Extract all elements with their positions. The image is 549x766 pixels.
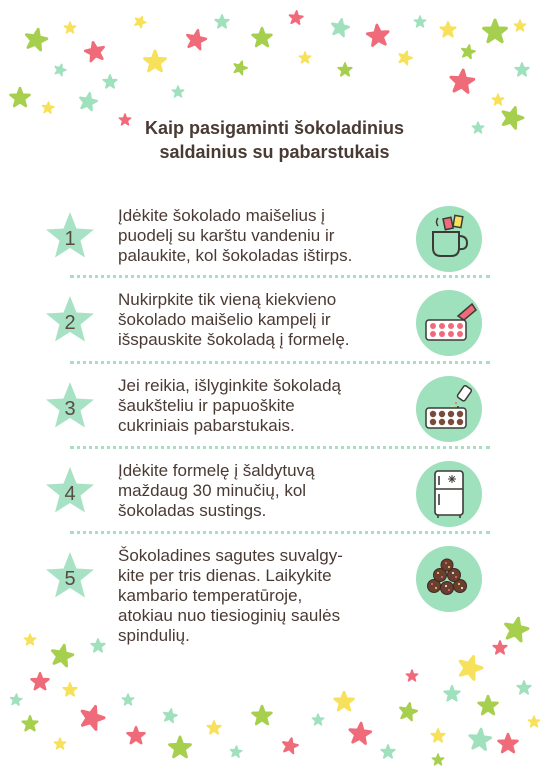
step-text (118, 376, 416, 436)
star-decoration (64, 22, 75, 33)
star-decoration (82, 707, 104, 730)
star-decoration (80, 93, 97, 110)
step-number-star (44, 380, 96, 432)
step-number-star (44, 210, 96, 262)
star-decoration (367, 25, 388, 45)
star-decoration (414, 16, 425, 27)
star-decoration (514, 20, 525, 31)
star-decoration (145, 51, 166, 71)
star-decoration (528, 716, 539, 727)
star-decoration (338, 63, 351, 76)
star-decoration (517, 681, 530, 694)
title-line-1: Kaip pasigaminti šokoladinius (144, 118, 405, 138)
step-line: palaukite, kol šokoladas ištirps. (118, 246, 353, 265)
star-decoration (283, 738, 298, 753)
star-decoration (299, 52, 310, 63)
step-line: Įdėkite šokolado maišelius į (118, 206, 325, 225)
star-decoration (172, 86, 183, 97)
step-1 (44, 206, 504, 286)
star-decoration (85, 42, 104, 61)
star-decoration (444, 686, 459, 701)
star-decoration (506, 618, 528, 641)
star-decoration (207, 721, 220, 734)
fridge-icon (416, 461, 482, 527)
step-line: spindulių. (118, 626, 190, 645)
star-decoration (499, 734, 518, 752)
star-decoration (253, 706, 272, 724)
star-decoration (515, 63, 528, 76)
star-decoration (440, 22, 455, 37)
step-number: 4 (64, 483, 76, 505)
star-decoration (22, 716, 37, 731)
star-decoration (290, 11, 303, 24)
step-text (118, 546, 416, 646)
star-decoration (91, 639, 104, 652)
star-decoration (31, 673, 48, 689)
step-number: 2 (64, 312, 76, 334)
step-number-star (44, 294, 96, 346)
step-line: kambario temperatūroje, (118, 586, 303, 605)
step-line: šokoladas sustings. (118, 501, 267, 520)
step-number: 3 (64, 398, 76, 420)
chocolate-buttons-icon (416, 546, 482, 612)
star-decoration (399, 51, 412, 64)
star-decoration (432, 754, 443, 765)
star-decoration (215, 15, 228, 28)
step-4 (44, 461, 504, 541)
star-decoration (170, 737, 191, 757)
star-decoration (479, 696, 498, 714)
step-divider (70, 446, 490, 449)
star-decoration (332, 19, 349, 36)
star-decoration (460, 657, 482, 680)
step-line: atokiau nuo tiesioginių saulės (118, 606, 341, 625)
step-number: 1 (64, 228, 76, 250)
step-divider (70, 531, 490, 534)
step-5 (44, 546, 504, 645)
step-3 (44, 376, 504, 456)
step-line: Šokoladines sagutes suvalgy- (118, 546, 343, 565)
step-2 (44, 290, 504, 370)
star-decoration (335, 692, 354, 710)
step-line: kite per tris dienas. Laikykite (118, 566, 332, 585)
star-decoration (484, 20, 507, 42)
star-decoration (350, 723, 371, 743)
star-decoration (451, 70, 474, 92)
star-decoration (11, 694, 22, 705)
star-decoration (127, 727, 144, 743)
step-line: maždaug 30 minučių, kol (118, 481, 307, 500)
star-decoration (493, 641, 506, 654)
step-text (118, 206, 416, 266)
chocolate-mold-icon (416, 290, 482, 356)
step-line: šaukšteliu ir papuoškite (118, 396, 295, 415)
star-decoration (312, 714, 323, 725)
star-decoration (26, 29, 47, 50)
step-line: puodelį su karštu vandeniu ir (118, 226, 335, 245)
star-decoration (122, 694, 133, 705)
star-decoration (187, 30, 206, 49)
star-decoration (43, 102, 54, 113)
star-decoration (54, 738, 65, 749)
star-decoration (253, 28, 272, 46)
step-line: Įdėkite formelę į šaldytuvą (118, 461, 315, 480)
step-divider (70, 361, 490, 364)
step-number-star (44, 550, 96, 602)
star-decoration (164, 709, 177, 722)
step-number: 5 (64, 568, 76, 590)
title-line-2: saldainius su pabarstukais (159, 142, 390, 162)
star-decoration (492, 94, 503, 105)
star-decoration (52, 645, 73, 666)
page-title (0, 116, 549, 164)
star-decoration (381, 745, 394, 758)
star-decoration (400, 703, 417, 720)
step-line: šokolado maišelio kampelį ir (118, 310, 331, 329)
star-decoration (462, 45, 475, 58)
step-line: Jei reikia, išlyginkite šokoladą (118, 376, 341, 395)
hot-water-cup-icon (416, 206, 482, 272)
star-decoration (24, 634, 35, 645)
step-text (118, 290, 416, 350)
star-decoration (231, 746, 242, 757)
step-line: cukriniais pabarstukais. (118, 416, 295, 435)
step-line: išspauskite šokoladą į formelę. (118, 330, 350, 349)
star-decoration (55, 64, 66, 75)
step-line: Nukirpkite tik vieną kiekvieno (118, 290, 337, 309)
step-number-star (44, 465, 96, 517)
star-decoration (63, 683, 76, 696)
step-divider (70, 275, 490, 278)
step-text (118, 461, 416, 521)
star-decoration (234, 61, 247, 74)
star-decoration (135, 17, 146, 28)
star-decoration (470, 729, 491, 749)
star-decoration (406, 670, 417, 681)
star-decoration (431, 729, 444, 742)
star-decoration (11, 88, 30, 106)
star-decoration (103, 75, 116, 88)
sprinkles-mold-icon (416, 376, 482, 442)
